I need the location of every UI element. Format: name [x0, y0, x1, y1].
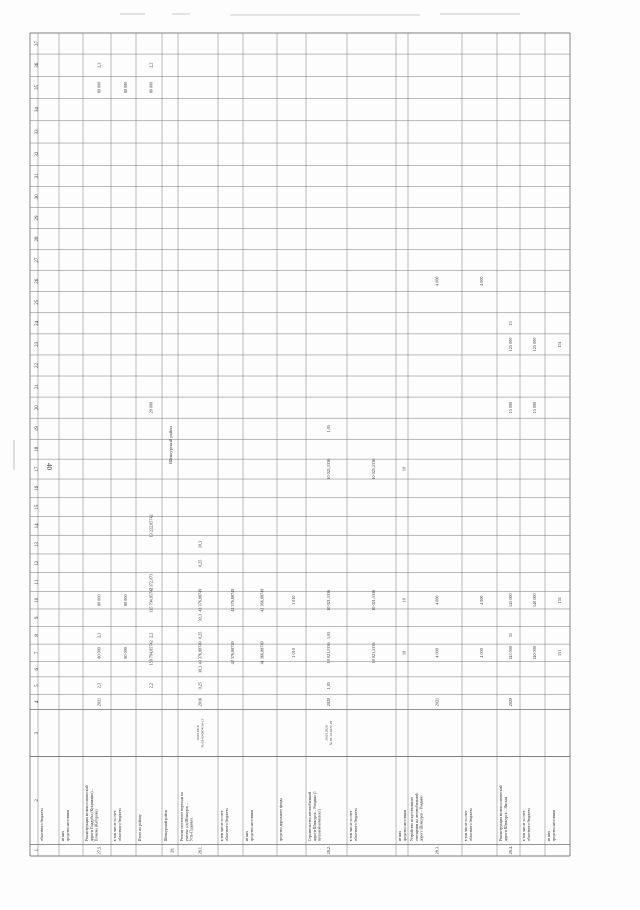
cell-row7-col3: 19.05.2016№ 03-03-0074/16-13 [195, 718, 205, 748]
column-number-3: 3 [34, 731, 40, 735]
cell-row3-col4: 2021 [96, 697, 102, 707]
column-number-15: 15 [34, 504, 40, 510]
cell-row3-col1: 27.5. [96, 845, 102, 855]
cell-row18-col2: из нихсредства населения [547, 809, 556, 842]
cell-row11-col19: 1,05 [325, 425, 331, 433]
column-number-34: 34 [34, 107, 40, 113]
column-number-12: 12 [34, 560, 40, 566]
column-number-13: 13 [34, 542, 40, 548]
cell-row5-col35: 80 000 [148, 81, 154, 94]
column-number-24: 24 [34, 320, 40, 326]
cell-row14-col7: 4 000 [434, 648, 440, 658]
cell-row4-col7: 80 000 [122, 647, 128, 659]
cell-row3-col8: 2,3 [96, 632, 102, 638]
column-number-7: 7 [34, 651, 40, 655]
cell-row12-col2: в том числе за счетобластного бюджета [349, 808, 358, 842]
cell-row16-col4: 2020 [507, 697, 513, 707]
cell-row5-col20: 20 000 [148, 401, 154, 414]
column-number-29: 29 [34, 215, 40, 221]
cell-row3-col35: 80 000 [96, 81, 102, 94]
cell-row16-col24: 13 [507, 321, 513, 326]
cell-row16-col20: 15 000 [507, 401, 513, 414]
cell-row4-col2: в том числе за счетобластного бюджета [113, 808, 122, 842]
cell-row3-col7: 80 000 [96, 647, 102, 659]
column-number-14: 14 [34, 523, 40, 529]
cell-row15-col10: 4 000 [478, 595, 484, 605]
cell-row17-col10: 140 000 [531, 593, 537, 608]
cell-row5-col36: 2,2 [148, 62, 154, 68]
table-grid [30, 33, 570, 856]
cell-row16-col2: Реконструкция межпоселенческойдороги Шенкурск – Ямская [499, 785, 508, 842]
cell-row11-col3: 26.03.2020№ 03-13-0172-16 [324, 720, 333, 746]
column-number-8: 8 [34, 634, 40, 637]
cell-row11-col1: 28.2. [325, 845, 331, 855]
cell-row11-col7: 10 021,5336 [325, 642, 331, 664]
cell-row13-col10: 10 [401, 598, 407, 603]
column-number-4: 4 [34, 700, 40, 704]
column-number-16: 16 [34, 485, 40, 491]
column-number-10: 10 [34, 597, 40, 603]
cell-row8-col7: 42 376,88749 [229, 641, 235, 665]
cell-row17-col2: в том числе за счетобластного бюджета [522, 808, 531, 842]
cell-row7-col6: 30,3 [197, 665, 203, 673]
cell-row12-col17: 10 021,5336 [370, 458, 376, 480]
cell-row15-col26: 4 000 [478, 276, 484, 286]
cell-row8-col2: в том числе за счетобластного бюджета [220, 808, 229, 842]
cell-row7-col8: 0,25 [197, 631, 203, 639]
column-number-6: 6 [34, 668, 40, 671]
cell-row13-col7: 10 [401, 650, 407, 655]
cell-row10-col10: 1 010 [290, 595, 296, 605]
cell-row9-col10: 41 366,88749 [259, 588, 265, 612]
cell-row14-col26: 4 000 [434, 276, 440, 286]
cell-row12-col7: 10 021,5336 [370, 642, 376, 664]
cell-row5-col11: 7 372,073 [148, 573, 154, 591]
column-number-32: 32 [34, 151, 40, 157]
cell-row18-col23: 151 [556, 341, 562, 348]
cell-row2-col2: из нихсредства населения [61, 809, 70, 842]
cell-row16-col10: 145 000 [507, 593, 513, 608]
cell-row16-col7: 145 000 [507, 646, 513, 660]
column-number-35: 35 [34, 84, 40, 90]
column-number-28: 28 [34, 236, 40, 242]
cell-row11-col2: Строительство автомобильнойдороги Шенкурск – Ровдино (1пусковой комплекс) [308, 791, 322, 842]
page-number: 40 [45, 463, 53, 470]
column-number-30: 30 [34, 194, 40, 200]
column-number-21: 21 [34, 384, 40, 390]
column-number-33: 33 [34, 129, 40, 135]
cell-row5-col10: 115 794,85742 [148, 587, 154, 613]
cell-row7-col9: 30,3 [197, 614, 203, 622]
cell-row11-col17: 10 021,5336 [325, 458, 331, 480]
cell-row1-col2: областного бюджета [40, 808, 44, 842]
cell-row13-col2: из нихсредства населения [398, 809, 407, 842]
column-number-37: 37 [34, 41, 40, 47]
column-number-27: 27 [34, 257, 40, 263]
cell-row16-col8: 33 [507, 633, 513, 638]
cell-row11-col4: 2020 [325, 697, 331, 707]
cell-row14-col4: 2021 [434, 697, 440, 707]
column-number-22: 22 [34, 362, 40, 368]
cell-row7-col1: 28.1. [197, 845, 203, 855]
column-number-25: 25 [34, 299, 40, 305]
cell-row10-col7: 1 010 [290, 648, 296, 658]
cell-row14-col1: 28.3. [434, 845, 440, 855]
cell-row10-col2: средства дорожного фонда [279, 798, 283, 842]
cell-row14-col2: Устройство искусственногоосвещения на автомобильнойдороге Шенкурск – Ровдино [410, 793, 424, 842]
cell-row18-col10: 151 [556, 597, 562, 604]
cell-row5-col5: 2,2 [148, 683, 154, 689]
column-number-9: 9 [34, 616, 40, 620]
column-number-2: 2 [34, 799, 40, 802]
cell-row3-col36: 2,3 [96, 62, 102, 68]
column-number-17: 17 [34, 466, 40, 472]
cell-row6-col2: Шенкурский район [164, 810, 168, 842]
cell-row15-col2: в том числе за счетобластного бюджета [464, 808, 473, 842]
cell-row16-col23: 125 000 [507, 337, 513, 352]
data-table [30, 33, 570, 856]
scan-artifacts [14, 14, 520, 470]
cell-row7-col5: 0,25 [197, 681, 203, 690]
cell-row11-col10: 10 021,5336 [325, 589, 331, 611]
column-number-20: 20 [34, 405, 40, 411]
cell-row7-col10: 43 376,88749 [197, 588, 203, 612]
cell-row9-col7: 41 366,88749 [259, 641, 265, 665]
cell-row11-col5: 1,05 [325, 681, 331, 690]
cell-row15-col7: 4 000 [478, 648, 484, 658]
column-number-19: 19 [34, 426, 40, 432]
column-number-1: 1 [34, 848, 40, 852]
cell-row11-col8: 1,05 [325, 631, 331, 639]
cell-row7-col2: Ремонт мостового перехода научастке а/д Шенкурск –Усть-Паденьга [180, 791, 194, 842]
column-number-18: 18 [34, 446, 40, 452]
cell-row9-col2: из нихсредства населения [245, 809, 254, 842]
cell-row4-col10: 80 000 [122, 594, 128, 606]
cell-row8-col10: 42 376,88749 [229, 588, 235, 612]
section-label: Шенкурский район [168, 426, 173, 464]
cell-row5-col2: Итого по району [138, 814, 142, 842]
cell-row6-col1: 28. [169, 847, 175, 853]
column-number-36: 36 [34, 62, 40, 68]
column-number-23: 23 [34, 341, 40, 347]
cell-row5-col7: 159 794,85742 [148, 640, 154, 666]
cell-row7-col4: 2016 [197, 697, 203, 707]
column-number-5: 5 [34, 684, 40, 687]
cell-row7-col12: 0,25 [197, 559, 203, 567]
cell-row7-col7: 43 376,88749 [197, 641, 203, 665]
cell-row16-col1: 28.4. [507, 845, 513, 855]
cell-row3-col10: 80 000 [96, 594, 102, 606]
cell-row14-col10: 4 000 [434, 595, 440, 605]
cell-row5-col14: 13 222,85742 [148, 514, 154, 538]
cell-row17-col23: 125 000 [531, 337, 537, 352]
cell-row4-col35: 80 000 [122, 81, 128, 94]
cell-row18-col7: 151 [556, 649, 562, 657]
cell-row13-col17: 10 [401, 466, 407, 472]
cell-row17-col20: 15 000 [531, 401, 537, 414]
cell-row17-col7: 140 000 [531, 646, 537, 660]
cell-row3-col5: 2,3 [96, 683, 102, 689]
cell-row7-col13: 30,3 [197, 540, 203, 549]
cell-row12-col10: 10 021,5336 [370, 589, 376, 611]
cell-row3-col2: Реконструкция межпоселенческойдороги Поддубье (Кукушкино) –Печкова (Кабурова) [85, 785, 99, 842]
column-number-31: 31 [34, 173, 40, 179]
column-number-26: 26 [34, 278, 40, 284]
column-number-11: 11 [34, 579, 40, 585]
cell-row5-col8: 2,2 [148, 632, 154, 638]
